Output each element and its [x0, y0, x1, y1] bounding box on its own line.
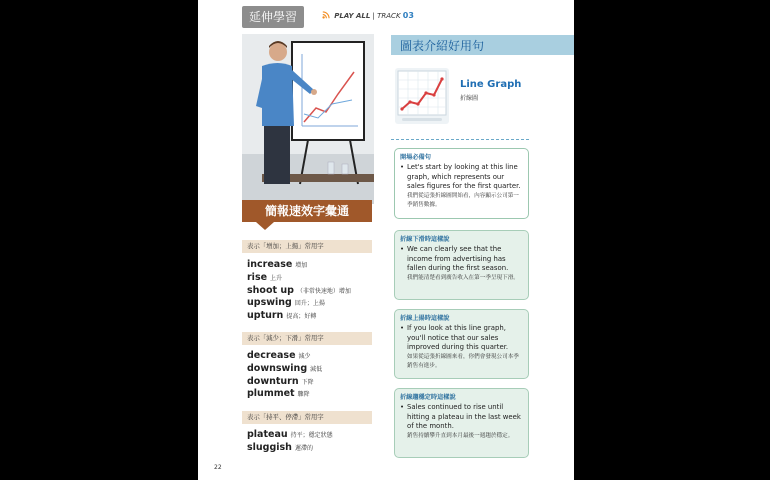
rss-icon [322, 11, 330, 19]
track-indicator[interactable] [322, 11, 414, 20]
word-zh: 下降 [301, 378, 314, 386]
word-item [247, 294, 377, 307]
phrase-box-chinese: 我們從這張折線圖開始看，內容顯示公司第一季銷售數據。 [407, 192, 519, 208]
track-label: TRACK [377, 12, 401, 20]
word-zh: 上升 [270, 274, 283, 282]
section-tag: 延伸學習 [242, 6, 304, 28]
word-zh: 提高；好轉 [286, 313, 317, 321]
word-item [247, 307, 377, 320]
phrase-box-title: 折線下滑時這樣說 [400, 236, 450, 243]
phrase-box-rise [394, 309, 529, 379]
phrase-box-chinese: 銷售持續攀升直到本月最後一週趨於穩定。 [407, 432, 514, 439]
group-header-decrease: 表示「減少；下滑」常用字 [242, 332, 372, 345]
dotted-divider [391, 139, 529, 140]
word-zh: 增加 [295, 262, 308, 269]
word-en: downturn [247, 375, 299, 387]
word-en: increase [247, 259, 293, 270]
word-item [247, 360, 377, 373]
word-en: shoot up [247, 284, 294, 296]
phrase-box-english: • Sales continued to rise until hitting a plateau in the last week of the month. [400, 403, 523, 432]
word-zh: 減少 [298, 353, 311, 360]
play-all-label: PLAY ALL [334, 12, 371, 20]
word-zh: （非常快速地）增加 [296, 287, 351, 295]
book-page [198, 0, 574, 480]
group-header-plateau: 表示「持平、停滯」常用字 [242, 411, 372, 424]
word-item [247, 256, 377, 269]
word-zh: 驟降 [297, 391, 310, 399]
phrase-box-english: • We can clearly see that the income from advertising has fallen during the first season. [400, 245, 523, 274]
phrase-box-title: 開場必備句 [400, 154, 431, 161]
word-en: rise [247, 271, 268, 283]
word-en: upturn [247, 310, 284, 322]
word-item [247, 439, 377, 452]
word-item [247, 426, 377, 439]
phrase-box-title: 折線趨穩定時這樣說 [400, 394, 456, 401]
word-item [247, 269, 377, 282]
word-en: sluggish [247, 441, 292, 453]
word-zh: 持平；穩定狀態 [290, 432, 333, 439]
line-graph-icon [394, 67, 450, 125]
word-list-increase [247, 256, 377, 320]
phrase-box-english: • Let's start by looking at this line graph, which represents our sales figures for the first quarter. [400, 163, 523, 192]
phrases-header [391, 35, 574, 55]
vocab-banner: 簡報速效字彙通 [242, 200, 372, 222]
word-en: plummet [247, 388, 295, 400]
word-en: plateau [247, 429, 288, 440]
word-item [247, 385, 377, 398]
phrase-box-chinese: 我們能清楚看到廣告收入在第一季呈現下滑。 [407, 274, 519, 281]
word-en: upswing [247, 297, 292, 309]
word-zh: 回升；上揚 [294, 300, 325, 308]
word-item [247, 282, 377, 295]
word-item [247, 373, 377, 386]
word-en: downswing [247, 362, 308, 374]
phrase-box-title: 折線上揚時這樣說 [400, 315, 450, 322]
phrase-box-opening [394, 148, 529, 219]
phrase-box-english: • If you look at this line graph, you'll notice that our sales improved during this quarter. [400, 324, 523, 353]
phrase-box-chinese: 如果從這張折線圖來看，你們會發現公司本季銷售有進步。 [407, 353, 519, 369]
word-zh: 減低 [310, 365, 323, 373]
word-zh: 遲滯的 [294, 444, 313, 452]
graph-title: Line Graph [460, 79, 522, 90]
group-header-increase: 表示「增加；上揚」常用字 [242, 240, 372, 253]
phrases-header-title: 圖表介紹好用句 [400, 39, 485, 53]
word-en: decrease [247, 350, 296, 361]
presenter-photo [242, 34, 374, 204]
phrase-box-plateau [394, 388, 529, 458]
word-item [247, 347, 377, 360]
word-list-plateau [247, 426, 377, 452]
track-separator: | [372, 12, 375, 20]
word-list-decrease [247, 347, 377, 398]
page-number: 22 [214, 464, 222, 471]
graph-subtitle: 折線圖 [460, 95, 479, 102]
track-number: 03 [402, 11, 414, 20]
phrase-box-decline [394, 230, 529, 300]
